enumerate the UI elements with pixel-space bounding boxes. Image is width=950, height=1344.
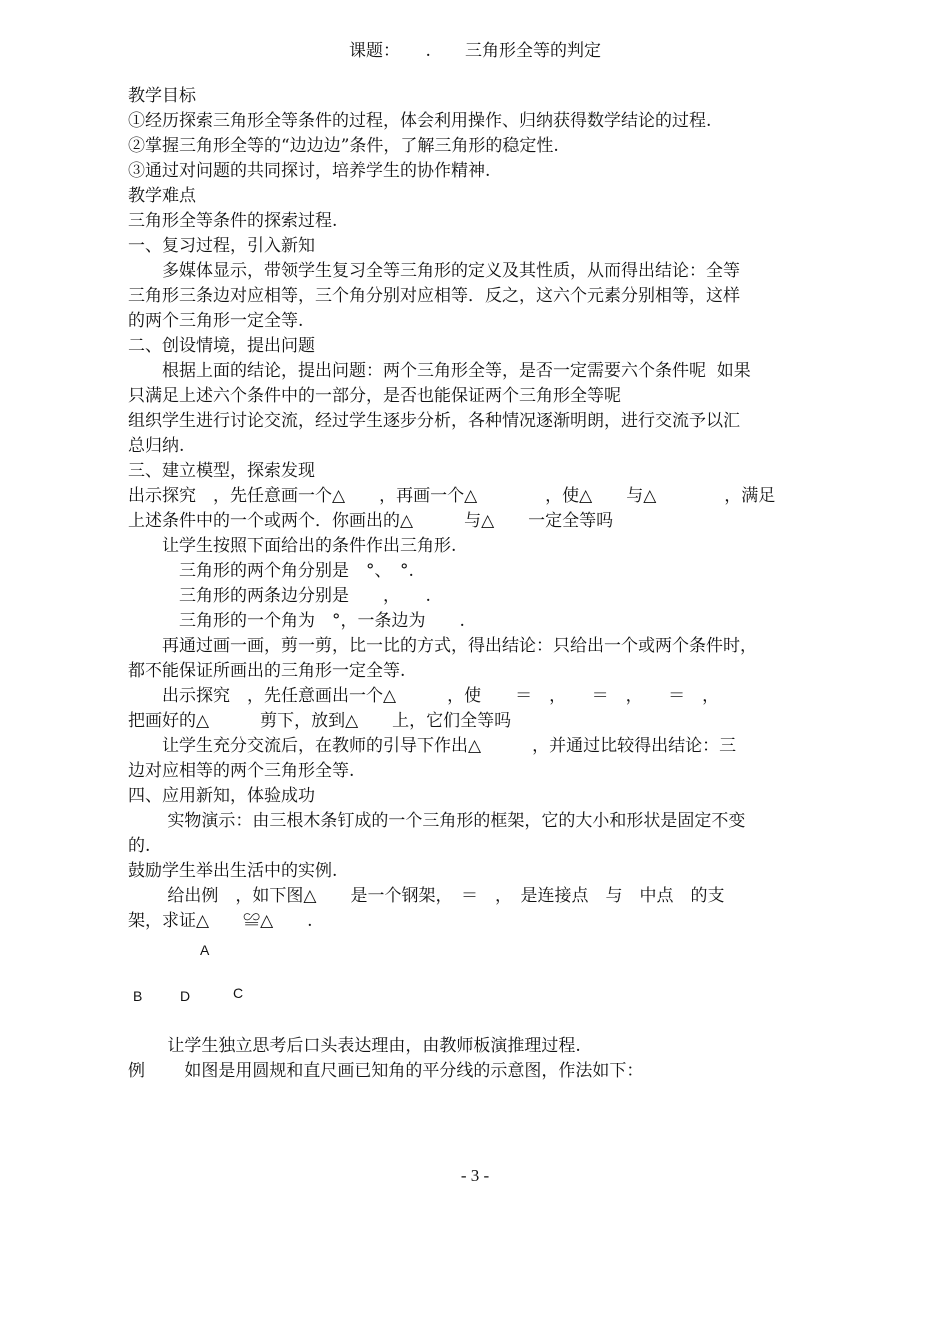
- condition-item: 三角形的两个角分别是 °、 °.: [128, 561, 414, 581]
- objective-3: ③通过对问题的共同探讨，培养学生的协作精神.: [128, 161, 491, 181]
- paragraph-line: 边对应相等的两个三角形全等.: [128, 761, 355, 781]
- example-2-line: 例 如图是用圆规和直尺画已知角的平分线的示意图，作法如下：: [128, 1061, 644, 1081]
- heading-difficulty: 教学难点: [128, 186, 196, 206]
- paragraph-line: 再通过画一画，剪一剪，比一比的方式，得出结论：只给出一个或两个条件时，: [128, 636, 757, 656]
- objective-2: ②掌握三角形全等的“边边边”条件，了解三角形的稳定性.: [128, 136, 559, 156]
- section-3-heading: 三、建立模型，探索发现: [128, 461, 315, 481]
- example-line: 架，求证△ ≌△ .: [128, 911, 313, 931]
- paragraph-line: 把画好的△ 剪下，放到△ 上，它们全等吗: [128, 711, 512, 731]
- paragraph-line: 让学生按照下面给出的条件作出三角形.: [128, 536, 457, 556]
- paragraph-line: 让学生独立思考后口头表达理由，由教师板演推理过程.: [128, 1036, 581, 1056]
- paragraph-line: 出示探究 ，先任意画一个△ ，再画一个△ ，使△ 与△ ，满足: [128, 486, 776, 506]
- paragraph-line: 鼓励学生举出生活中的实例.: [128, 861, 338, 881]
- page-title: 课题： . 三角形全等的判定: [349, 41, 601, 61]
- section-1-heading: 一、复习过程，引入新知: [128, 236, 315, 256]
- paragraph-line: 都不能保证所画出的三角形一定全等.: [128, 661, 406, 681]
- paragraph-line: 多媒体显示，带领学生复习全等三角形的定义及其性质，从而得出结论：全等: [128, 261, 740, 281]
- paragraph-line: 出示探究 ，先任意画出一个△ ，使 ＝ ， ＝ ， ＝ ，: [128, 686, 720, 706]
- paragraph-line: 上述条件中的一个或两个．你画出的△ 与△ 一定全等吗: [128, 511, 614, 531]
- paragraph-line: 三角形三条边对应相等，三个角分别对应相等．反之，这六个元素分别相等，这样: [128, 286, 740, 306]
- section-4-heading: 四、应用新知，体验成功: [128, 786, 315, 806]
- paragraph-line: 实物演示：由三根木条钉成的一个三角形的框架，它的大小和形状是固定不变: [128, 811, 746, 831]
- example-line: 给出例 ，如下图△ 是一个钢架， ＝ ， 是连接点 与 中点 的支: [128, 886, 725, 906]
- objective-1: ①经历探索三角形全等条件的过程，体会利用操作、归纳获得数学结论的过程.: [128, 111, 712, 131]
- section-2-heading: 二、创设情境，提出问题: [128, 336, 315, 356]
- figure-label-a: A: [200, 942, 210, 958]
- figure-label-d: D: [180, 988, 191, 1004]
- paragraph-line: 总归纳.: [128, 436, 185, 456]
- paragraph-line: 的两个三角形一定全等.: [128, 311, 304, 331]
- paragraph-line: 只满足上述六个条件中的一部分，是否也能保证两个三角形全等呢: [128, 386, 621, 406]
- paragraph-line: 组织学生进行讨论交流，经过学生逐步分析，各种情况逐渐明朗，进行交流予以汇: [128, 411, 740, 431]
- figure-label-c: C: [233, 985, 244, 1001]
- paragraph-line: 根据上面的结论，提出问题：两个三角形全等，是否一定需要六个条件呢 如果: [128, 361, 751, 381]
- difficulty-text: 三角形全等条件的探索过程.: [128, 211, 338, 231]
- heading-objectives: 教学目标: [128, 86, 196, 106]
- paragraph-line: 让学生充分交流后，在教师的引导下作出△ ，并通过比较得出结论：三: [128, 736, 737, 756]
- page-number: - 3 -: [460, 1166, 490, 1185]
- condition-item: 三角形的两条边分别是 ， .: [128, 586, 431, 606]
- paragraph-line: 的.: [128, 836, 151, 856]
- figure-label-b: B: [133, 988, 143, 1004]
- condition-item: 三角形的一个角为 °，一条边为 .: [128, 611, 465, 631]
